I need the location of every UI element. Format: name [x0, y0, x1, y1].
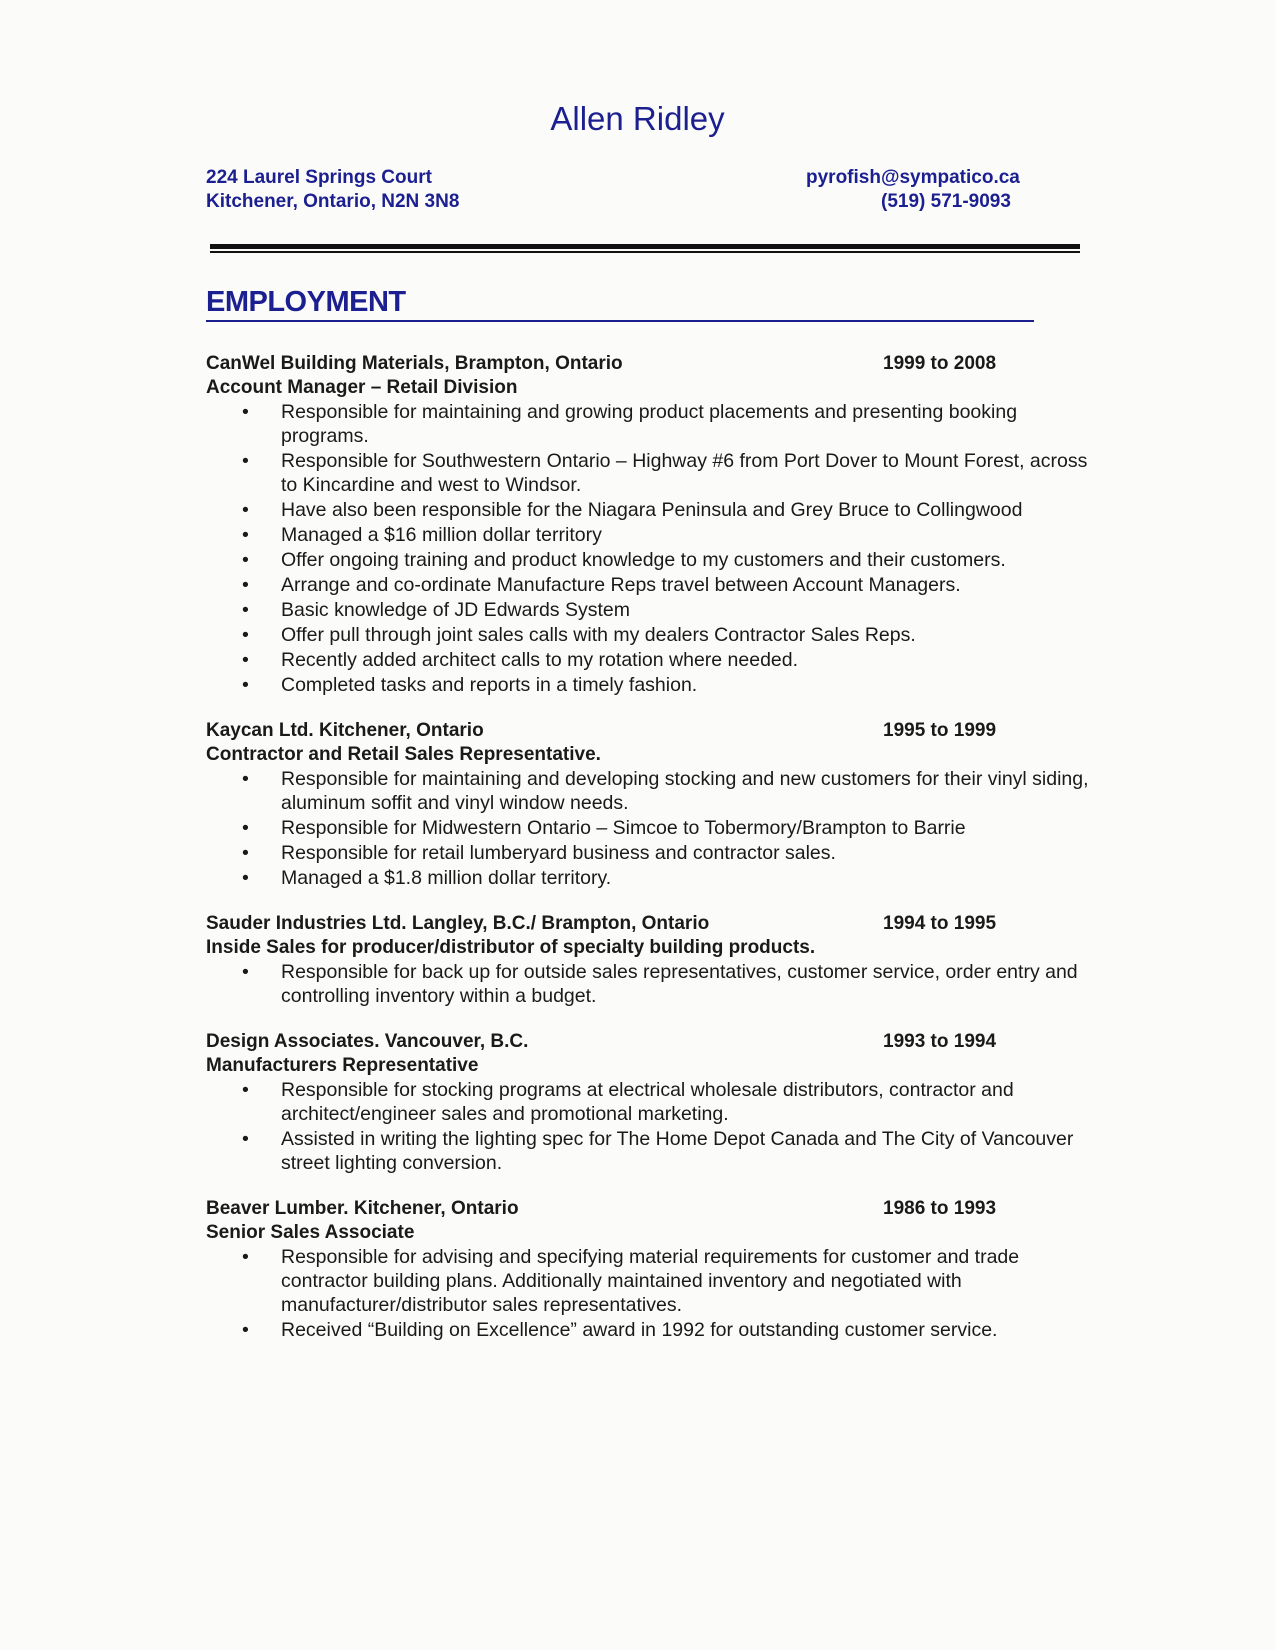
job-bullet-list [206, 1245, 1086, 1342]
job-bullet-text: Responsible for Southwestern Ontario – Highway #6 from Port Dover to Mount Forest, across to Kincardine and west to Windsor. [281, 450, 1088, 496]
bullet-icon: • [242, 817, 249, 839]
job-bullet-text: Responsible for advising and specifying material requirements for customer and trade contractor building plans. Additionally maintained inventory and negotiated with manufacturer/distributor sales representatives. [281, 1246, 1020, 1316]
job-bullet-text: Basic knowledge of JD Edwards System [281, 599, 630, 621]
bullet-icon: • [242, 842, 249, 864]
job-dates: 1999 to 2008 [883, 353, 997, 374]
job-company: Beaver Lumber. Kitchener, Ontario [206, 1198, 519, 1219]
bullet-icon: • [242, 574, 249, 596]
job-company: Sauder Industries Ltd. Langley, B.C./ Brampton, Ontario [206, 913, 710, 934]
job-bullet-text: Responsible for back up for outside sales representatives, customer service, order entry and controlling inventory within a budget. [281, 961, 1078, 1007]
job-bullet-text: Responsible for stocking programs at electrical wholesale distributors, contractor and architect/engineer sales and promotional marketing. [281, 1079, 1014, 1125]
email-address: pyrofish@sympatico.ca [806, 167, 1020, 188]
bullet-icon: • [242, 624, 249, 646]
job-title: Contractor and Retail Sales Representative. [206, 744, 601, 765]
candidate-name: Allen Ridley [550, 100, 725, 137]
job-bullet-text: Offer ongoing training and product knowledge to my customers and their customers. [281, 549, 1006, 571]
job-bullet-text: Offer pull through joint sales calls with my dealers Contractor Sales Reps. [281, 624, 916, 646]
job-dates: 1993 to 1994 [883, 1031, 997, 1052]
job-bullet [206, 673, 1101, 697]
section-title-employment: EMPLOYMENT [206, 284, 1034, 322]
job-bullet [206, 841, 1101, 865]
address-line-1: 224 Laurel Springs Court [206, 167, 432, 188]
job-bullet [206, 573, 1101, 597]
job-bullet [206, 1078, 1101, 1126]
bullet-icon: • [242, 867, 249, 889]
bullet-icon: • [242, 450, 249, 472]
job-title: Inside Sales for producer/distributor of specialty building products. [206, 937, 816, 958]
job-bullet-text: Responsible for maintaining and developing stocking and new customers for their vinyl siding, aluminum soffit and vinyl window needs. [281, 768, 1089, 814]
phone-number: (519) 571-9093 [881, 191, 1011, 212]
job-bullet [206, 548, 1101, 572]
job-bullet-text: Recently added architect calls to my rotation where needed. [281, 649, 799, 671]
job-header [206, 1197, 1086, 1221]
bullet-icon: • [242, 961, 249, 983]
job-bullet [206, 1318, 1101, 1342]
job-bullet-text: Received “Building on Excellence” award in 1992 for outstanding customer service. [281, 1319, 998, 1341]
job-dates: 1995 to 1999 [883, 720, 997, 741]
job-bullet [206, 648, 1101, 672]
header-divider-thick [210, 244, 1080, 249]
job-bullet [206, 523, 1101, 547]
job-header [206, 352, 1086, 376]
job-company: CanWel Building Materials, Brampton, Ontario [206, 353, 623, 374]
job-bullet-text: Managed a $1.8 million dollar territory. [281, 867, 612, 889]
bullet-icon: • [242, 1079, 249, 1101]
job-bullet [206, 400, 1101, 448]
job-dates: 1986 to 1993 [883, 1198, 997, 1219]
job-header [206, 912, 1086, 936]
job-bullet [206, 866, 1101, 890]
job-entry [206, 912, 1086, 1008]
job-bullet [206, 960, 1101, 1008]
job-bullet [206, 1245, 1101, 1317]
bullet-icon: • [242, 524, 249, 546]
address-block [206, 166, 459, 214]
job-dates: 1994 to 1995 [883, 913, 997, 934]
address-line-2: Kitchener, Ontario, N2N 3N8 [206, 191, 460, 212]
job-bullet-text: Have also been responsible for the Niagara Peninsula and Grey Bruce to Collingwood [281, 499, 1023, 521]
job-bullet-text: Responsible for maintaining and growing product placements and presenting booking programs. [281, 401, 1018, 447]
job-bullet [206, 449, 1101, 497]
job-bullet [206, 1127, 1101, 1175]
job-bullet-text: Completed tasks and reports in a timely fashion. [281, 674, 698, 696]
job-title: Account Manager – Retail Division [206, 377, 518, 398]
bullet-icon: • [242, 599, 249, 621]
employment-list [206, 352, 1089, 1364]
bullet-icon: • [242, 649, 249, 671]
bullet-icon: • [242, 1128, 249, 1150]
job-bullet-list [206, 400, 1086, 697]
bullet-icon: • [242, 674, 249, 696]
job-entry [206, 352, 1086, 697]
job-header [206, 719, 1086, 743]
header-divider-thin [210, 251, 1080, 253]
job-bullet-list [206, 960, 1086, 1008]
job-header [206, 1030, 1086, 1054]
bullet-icon: • [242, 1319, 249, 1341]
job-entry [206, 719, 1089, 890]
job-bullet-list [206, 767, 1089, 890]
bullet-icon: • [242, 499, 249, 521]
job-bullet-text: Arrange and co-ordinate Manufacture Reps travel between Account Managers. [281, 574, 961, 596]
job-bullet-text: Assisted in writing the lighting spec for The Home Depot Canada and The City of Vancouver street lighting conversion. [281, 1128, 1074, 1174]
job-company: Kaycan Ltd. Kitchener, Ontario [206, 720, 484, 741]
job-entry [206, 1030, 1086, 1175]
job-title: Senior Sales Associate [206, 1222, 415, 1243]
job-company: Design Associates. Vancouver, B.C. [206, 1031, 529, 1052]
job-entry [206, 1197, 1086, 1342]
job-bullet-text: Responsible for Midwestern Ontario – Simcoe to Tobermory/Brampton to Barrie [281, 817, 966, 839]
bullet-icon: • [242, 401, 249, 423]
job-bullet-text: Managed a $16 million dollar territory [281, 524, 602, 546]
bullet-icon: • [242, 1246, 249, 1268]
job-bullet [206, 623, 1101, 647]
job-title: Manufacturers Representative [206, 1055, 479, 1076]
job-bullet-list [206, 1078, 1086, 1175]
contact-block [806, 166, 1046, 214]
job-bullet [206, 816, 1101, 840]
job-bullet [206, 598, 1101, 622]
job-bullet [206, 498, 1101, 522]
job-bullet-text: Responsible for retail lumberyard business and contractor sales. [281, 842, 836, 864]
bullet-icon: • [242, 768, 249, 790]
bullet-icon: • [242, 549, 249, 571]
job-bullet [206, 767, 1101, 815]
